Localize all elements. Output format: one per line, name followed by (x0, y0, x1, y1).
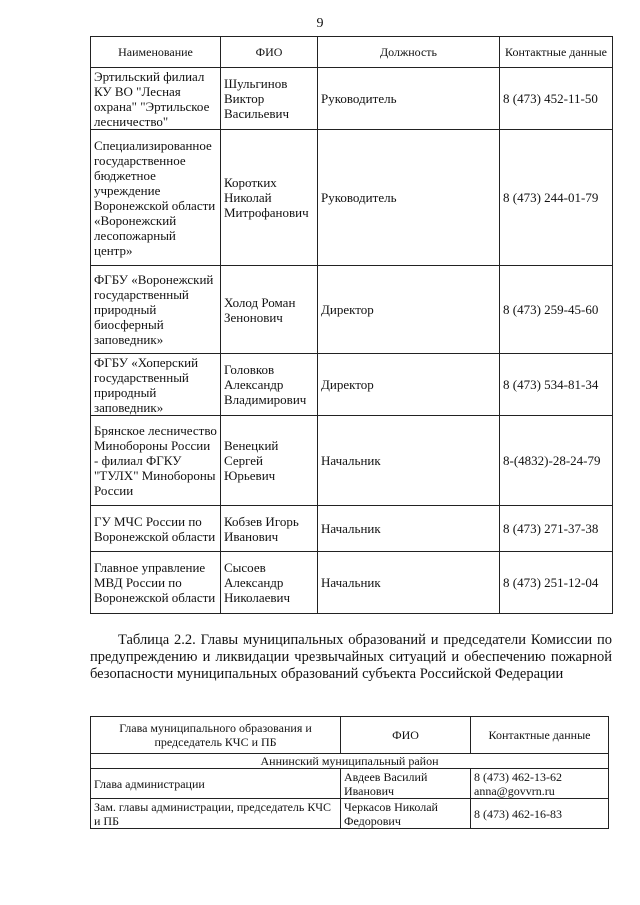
contact-phone: 8 (473) 452-11-50 (500, 68, 613, 130)
table-caption (90, 632, 612, 683)
contact-phone: 8-(4832)-28-24-79 (500, 416, 613, 506)
person-fio: Кобзев Игорь Иванович (221, 506, 318, 552)
table-row (91, 506, 613, 552)
table-row (91, 266, 613, 354)
table-row (91, 68, 613, 130)
person-position: Руководитель (318, 68, 500, 130)
organizations-table (90, 36, 613, 614)
header-contacts: Контактные данные (500, 37, 613, 68)
contact-phone: 8 (473) 259-45-60 (500, 266, 613, 354)
table-header-row (91, 37, 613, 68)
contact-phone: 8 (473) 244-01-79 (500, 130, 613, 266)
header-name: Наименование (91, 37, 221, 68)
table-caption-text: Таблица 2.2. Главы муниципальных образований и председатели Комиссии по предупреждению и ликвидации чрезвычайных ситуаций и обеспечению пожарной безопасности муниципальных образований субъекта Российской Федерации (90, 632, 612, 682)
role-title: Глава администрации (91, 769, 341, 799)
org-name: ФГБУ «Хоперский государственный природный заповедник» (91, 354, 221, 416)
table-header-row (91, 717, 609, 754)
header-position: Должность (318, 37, 500, 68)
table-row (91, 769, 609, 799)
person-fio: Головков Александр Владимирович (221, 354, 318, 416)
person-position: Начальник (318, 416, 500, 506)
person-position: Директор (318, 354, 500, 416)
org-name: Специализированное государственное бюджетное учреждение Воронежской области «Воронежский лесопожарный центр» (91, 130, 221, 266)
person-fio: Холод Роман Зенонович (221, 266, 318, 354)
page-number: 9 (316, 16, 324, 31)
table-row (91, 552, 613, 614)
header-role: Глава муниципального образования и председатель КЧС и ПБ (91, 717, 341, 754)
org-name: ФГБУ «Воронежский государственный природный биосферный заповедник» (91, 266, 221, 354)
table-row (91, 354, 613, 416)
header-fio: ФИО (341, 717, 471, 754)
table-row (91, 416, 613, 506)
person-position: Директор (318, 266, 500, 354)
person-position: Начальник (318, 552, 500, 614)
person-fio: Черкасов Николай Федорович (341, 799, 471, 829)
contact-phone: 8 (473) 271-37-38 (500, 506, 613, 552)
contact-email: anna@govvrn.ru (474, 783, 555, 798)
person-position: Начальник (318, 506, 500, 552)
person-fio: Венецкий Сергей Юрьевич (221, 416, 318, 506)
person-fio: Сысоев Александр Николаевич (221, 552, 318, 614)
person-fio: Шульгинов Виктор Васильевич (221, 68, 318, 130)
table-row (91, 130, 613, 266)
contact-phone: 8 (473) 251-12-04 (500, 552, 613, 614)
person-fio: Коротких Николай Митрофанович (221, 130, 318, 266)
org-name: Главное управление МВД России по Воронежской области (91, 552, 221, 614)
org-name: ГУ МЧС России по Воронежской области (91, 506, 221, 552)
org-name: Брянское лесничество Минобороны России - филиал ФГКУ "ТУЛХ" Минобороны России (91, 416, 221, 506)
org-name: Эртильский филиал КУ ВО "Лесная охрана" "Эртильское лесничество" (91, 68, 221, 130)
header-contacts: Контактные данные (471, 717, 609, 754)
contact-phone: 8 (473) 462-16-83 (471, 799, 609, 829)
municipal-heads-table (90, 716, 609, 829)
role-title: Зам. главы администрации, председатель КЧС и ПБ (91, 799, 341, 829)
contact-cell (471, 769, 609, 799)
person-fio: Авдеев Василий Иванович (341, 769, 471, 799)
header-fio: ФИО (221, 37, 318, 68)
contact-phone: 8 (473) 462-13-62 (474, 769, 562, 784)
section-row (91, 754, 609, 769)
table-row (91, 799, 609, 829)
district-name: Аннинский муниципальный район (91, 754, 609, 769)
contact-phone: 8 (473) 534-81-34 (500, 354, 613, 416)
person-position: Руководитель (318, 130, 500, 266)
